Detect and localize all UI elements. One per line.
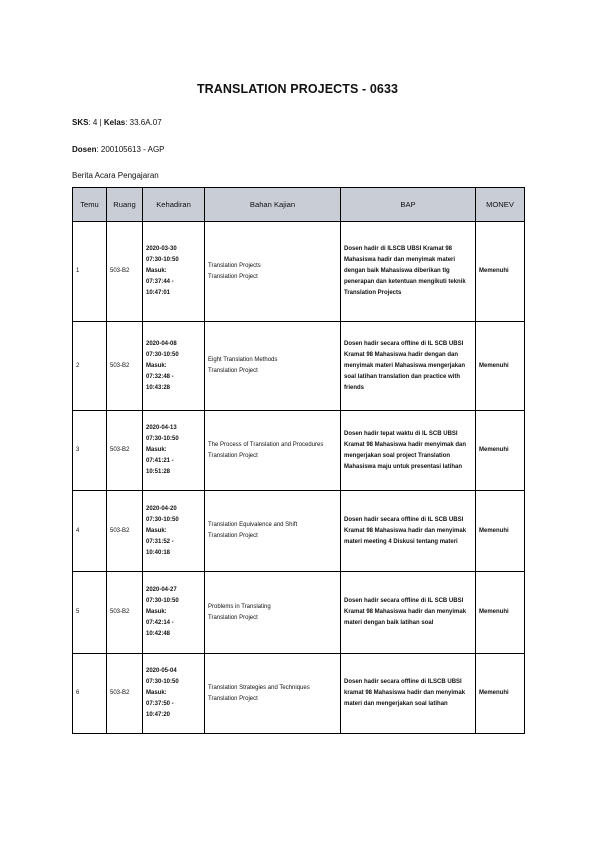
- cell-ruang: 503-B2: [107, 491, 143, 572]
- bahan-kajian-line: Translation Equivalence and Shift: [208, 522, 298, 528]
- cell-kehadiran: [143, 572, 205, 654]
- kehadiran-line: 07:42:14 -: [146, 620, 174, 626]
- bahan-kajian-line: Translation Project: [208, 273, 258, 280]
- table-row: [73, 572, 525, 654]
- kehadiran-line: 07:37:44 -: [146, 279, 174, 285]
- header-bahan-kajian: Bahan Kajian: [205, 188, 341, 222]
- kehadiran-line: 07:32:48 -: [146, 373, 174, 380]
- cell-monev: Memenuhi: [476, 322, 525, 411]
- header-ruang: Ruang: [107, 188, 143, 222]
- kehadiran-line: 2020-03-30: [146, 246, 177, 252]
- cell-monev: Memenuhi: [476, 222, 525, 322]
- cell-temu: 2: [73, 322, 107, 411]
- kehadiran-line: Masuk:: [146, 268, 167, 274]
- cell-bahan-kajian: [205, 491, 341, 572]
- kehadiran-line: 07:31:52 -: [146, 538, 174, 545]
- course-meta-sks-kelas: [72, 118, 162, 127]
- table-header-row: [73, 188, 525, 222]
- table-row: [73, 322, 525, 411]
- kehadiran-line: 07:30-10:50: [146, 257, 179, 263]
- bahan-kajian-line: Translation Projects: [208, 262, 261, 269]
- kehadiran-line: Masuk:: [146, 527, 167, 534]
- cell-bahan-kajian: [205, 222, 341, 322]
- kehadiran-line: 2020-04-20: [146, 505, 177, 512]
- cell-ruang: 503-B2: [107, 411, 143, 491]
- table-row: [73, 222, 525, 322]
- cell-kehadiran: [143, 322, 205, 411]
- cell-ruang: 503-B2: [107, 322, 143, 411]
- header-kehadiran: Kehadiran: [143, 188, 205, 222]
- cell-temu: 1: [73, 222, 107, 322]
- kehadiran-line: 07:37:50 -: [146, 701, 174, 707]
- table-body: [73, 222, 525, 734]
- kehadiran-line: Masuk:: [146, 609, 167, 615]
- page-title: TRANSLATION PROJECTS - 0633: [196, 82, 399, 96]
- cell-bahan-kajian: [205, 411, 341, 491]
- bahan-kajian-line: Translation Project: [208, 452, 258, 459]
- bap-table: [72, 187, 525, 734]
- course-meta-dosen: [72, 145, 165, 154]
- cell-bap: Dosen hadir secara offline di IL SCB UBSI Kramat 98 Mahasiswa hadir dan menyimak materi meeting 4 Diskusi tentang materi: [341, 491, 476, 572]
- kehadiran-line: 07:30-10:50: [146, 516, 179, 523]
- kelas-label: Kelas: [103, 118, 126, 127]
- bahan-kajian-line: Translation Project: [208, 695, 258, 702]
- cell-monev: Memenuhi: [476, 654, 525, 734]
- bahan-kajian-line: Problems in Translating: [208, 603, 271, 610]
- cell-bap: Dosen hadir tepat waktu di IL SCB UBSI Kramat 98 Mahasiswa hadir menyimak dan mengerjakan soal project Translation Mahasiswa maju untuk presentasi latihan: [341, 411, 476, 491]
- cell-kehadiran: [143, 491, 205, 572]
- cell-ruang: 503-B2: [107, 654, 143, 734]
- kehadiran-line: 07:30-10:50: [146, 598, 179, 604]
- table-row: [73, 491, 525, 572]
- cell-bap: Dosen hadir secara offline di ILSCB UBSI kramat 98 Mahasiswa hadir dan menyimak materi dan mengerjakan soal latihan: [341, 654, 476, 734]
- table-row: [73, 411, 525, 491]
- kehadiran-line: Masuk:: [146, 362, 167, 369]
- kehadiran-line: 10:51:28: [146, 469, 171, 475]
- kehadiran-line: 2020-04-13: [146, 425, 177, 431]
- kehadiran-line: 10:42:48: [146, 631, 171, 637]
- kehadiran-line: 10:40:18: [146, 549, 171, 556]
- section-title: Berita Acara Pengajaran: [72, 171, 159, 180]
- kehadiran-line: 2020-04-27: [146, 587, 177, 593]
- bahan-kajian-line: Translation Project: [208, 614, 258, 621]
- bahan-kajian-line: Translation Project: [208, 368, 258, 374]
- cell-bahan-kajian: [205, 572, 341, 654]
- cell-monev: Memenuhi: [476, 572, 525, 654]
- kehadiran-line: 07:30-10:50: [146, 351, 179, 358]
- cell-bahan-kajian: [205, 654, 341, 734]
- kehadiran-line: 10:43:28: [146, 384, 171, 391]
- cell-monev: Memenuhi: [476, 411, 525, 491]
- kehadiran-line: Masuk:: [146, 447, 167, 453]
- header-monev: MONEV: [476, 188, 525, 222]
- kehadiran-line: 2020-05-04: [146, 668, 177, 674]
- cell-temu: 4: [73, 491, 107, 572]
- kehadiran-line: 10:47:20: [146, 712, 171, 718]
- dosen-label: Dosen: [72, 145, 97, 154]
- bahan-kajian-line: Translation Project: [208, 533, 258, 539]
- kelas-value: : 33.6A.07: [125, 118, 162, 127]
- cell-temu: 6: [73, 654, 107, 734]
- cell-bap: Dosen hadir secara offline di IL SCB UBSI Kramat 98 Mahasiswa hadir dan menyimak materi dengan baik latihan soal: [341, 572, 476, 654]
- cell-ruang: 503-B2: [107, 222, 143, 322]
- cell-ruang: 503-B2: [107, 572, 143, 654]
- kehadiran-line: 07:30-10:50: [146, 679, 179, 685]
- cell-bap: Dosen hadir di ILSCB UBSI Kramat 98 Mahasiswa hadir dan menyimak materi dengan baik Mahasiswa diberikan tlg penerapan dan ketentuan mengikuti teknik Translation Projects: [341, 222, 476, 322]
- kehadiran-line: 07:41:21 -: [146, 458, 174, 464]
- cell-kehadiran: [143, 654, 205, 734]
- bahan-kajian-line: Translation Strategies and Techniques: [208, 684, 310, 691]
- cell-temu: 5: [73, 572, 107, 654]
- table-row: [73, 654, 525, 734]
- bahan-kajian-line: The Process of Translation and Procedures: [208, 441, 324, 448]
- kehadiran-line: 2020-04-08: [146, 340, 177, 347]
- header-bap: BAP: [341, 188, 476, 222]
- kehadiran-line: 07:30-10:50: [146, 436, 179, 442]
- sks-value: : 4 |: [88, 118, 104, 127]
- sks-label: SKS: [72, 118, 89, 127]
- header-temu: Temu: [73, 188, 107, 222]
- cell-kehadiran: [143, 222, 205, 322]
- cell-monev: Memenuhi: [476, 491, 525, 572]
- cell-temu: 3: [73, 411, 107, 491]
- kehadiran-line: 10:47:01: [146, 290, 171, 296]
- cell-bahan-kajian: [205, 322, 341, 411]
- dosen-value: : 200105613 - AGP: [96, 145, 165, 154]
- cell-bap: Dosen hadir secara offline di IL SCB UBSI Kramat 98 Mahasiswa hadir dengan dan menyimak materi Mahasiswa mengerjakan soal latihan translation dan practice with friends: [341, 322, 476, 411]
- bahan-kajian-line: Eight Translation Methods: [208, 357, 278, 363]
- kehadiran-line: Masuk:: [146, 690, 167, 696]
- cell-kehadiran: [143, 411, 205, 491]
